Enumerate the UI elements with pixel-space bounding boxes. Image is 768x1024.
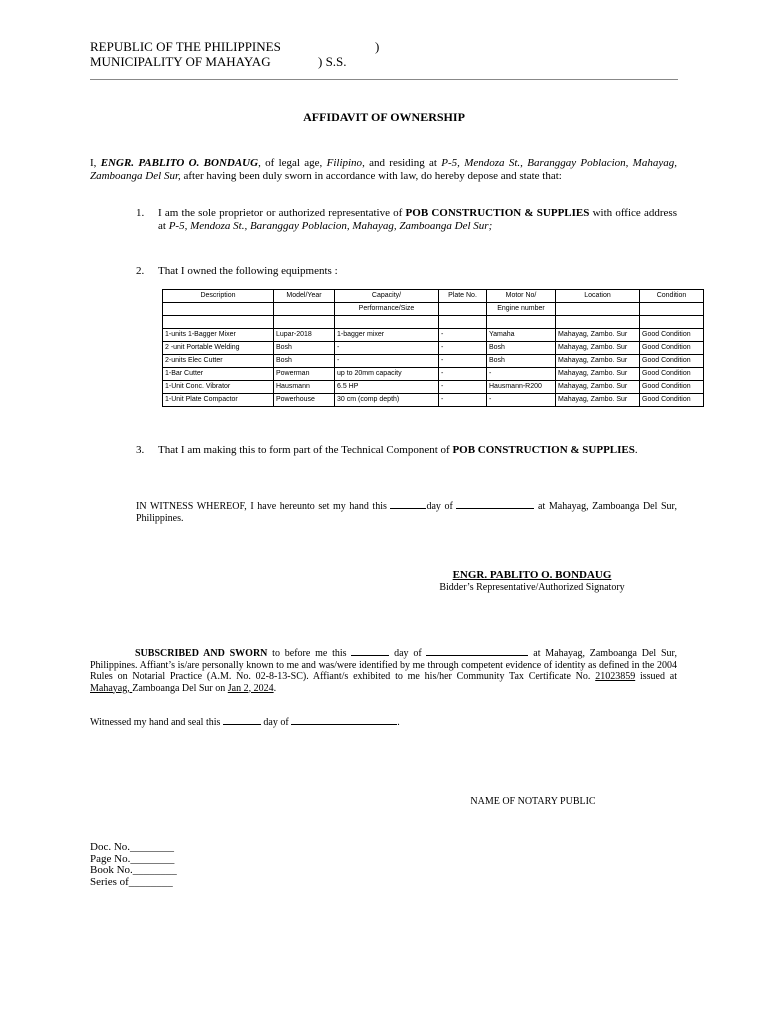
sworn-paragraph [90, 648, 677, 694]
table-cell: 30 cm (comp depth) [335, 394, 439, 407]
table-cell: Mahayag, Zambo. Sur [556, 342, 640, 355]
intro-text-3: , and residing at [362, 157, 442, 169]
header-line-1 [90, 39, 281, 54]
table-row [163, 342, 704, 355]
table-row [163, 381, 704, 394]
table-header-cell: Performance/Size [335, 303, 439, 316]
table-row [163, 368, 704, 381]
table-header-cell [163, 303, 274, 316]
seal-paragraph [90, 716, 677, 729]
table-cell: 1-Bar Cutter [163, 368, 274, 381]
company-name: POB CONSTRUCTION & SUPPLIES [405, 207, 590, 219]
table-row [163, 329, 704, 342]
signatory-role: Bidder’s Representative/Authorized Signatory [439, 582, 625, 593]
table-cell: 1-Unit Conc. Vibrator [163, 381, 274, 394]
table-cell: - [439, 368, 487, 381]
header-paren: ) [375, 39, 380, 54]
table-row [163, 394, 704, 407]
table-header-cell [439, 303, 487, 316]
item-3-text [158, 444, 677, 457]
item-3-number: 3. [136, 444, 145, 456]
table-cell: Powerman [274, 368, 335, 381]
table-cell: Bosh [487, 355, 556, 368]
intro-text-1: I, [90, 157, 101, 169]
table-cell: Bosh [274, 342, 335, 355]
intro-text-4: after having been duly sworn in accordance with law, do hereby depose and state that: [180, 170, 562, 182]
table-header-cell: Plate No. [439, 290, 487, 303]
table-cell: Mahayag, Zambo. Sur [556, 355, 640, 368]
ctc-place: Mahayag, [90, 682, 133, 694]
sworn-heading: SUBSCRIBED AND SWORN [135, 648, 268, 659]
item-3-part-1: That I am making this to form part of the Technical Component of [158, 444, 453, 456]
series-of: Series of________ [90, 875, 173, 888]
office-address: P-5, Mendoza St., Baranggay Poblacion, Mahayag, Zamboanga Del Sur; [168, 220, 493, 232]
table-header-cell: Description [163, 290, 274, 303]
notary-name: NAME OF NOTARY PUBLIC [470, 796, 596, 807]
witness-text-3: at Mahayag, Zamboanga Del Sur, Philippines. [136, 501, 677, 524]
table-cell: Lupar-2018 [274, 329, 335, 342]
witness-text-2: day of [426, 501, 457, 512]
table-header-cell [640, 303, 704, 316]
page-no: Page No.________ [90, 852, 175, 865]
sworn-text-1: to before me this [267, 648, 352, 659]
table-header-cell: Location [556, 290, 640, 303]
table-header-row [163, 290, 704, 303]
table-header-cell: Model/Year [274, 290, 335, 303]
table-cell: 6.5 HP [335, 381, 439, 394]
table-header-cell: Engine number [487, 303, 556, 316]
day-blank [390, 508, 426, 509]
affiant-address: P-5, Mendoza St., Baranggay Poblacion, Mahayag, Zamboanga Del Sur, [90, 157, 677, 182]
item-1-part-1: I am the sole proprietor or authorized representative of [158, 207, 406, 219]
table-cell: Powerhouse [274, 394, 335, 407]
nationality: Filipino [326, 157, 363, 169]
witness-text-1: IN WITNESS WHEREOF, I have hereunto set my hand this [136, 501, 391, 512]
seal-month-blank [291, 724, 397, 725]
sworn-text-2: day of [389, 648, 427, 659]
witness-paragraph [136, 501, 677, 525]
sworn-text-3: at Mahayag, Zamboanga Del Sur, Philippines. Affiant’s is/are personally known to me and was/were identified by me through competent evidence of identity as defined in the 2004 Rules on Notarial Practice (A.M. No. 02-8-13-SC). Affiant/s exhibited to me his/her Community Tax Certificate No. [90, 648, 677, 682]
table-cell: 2-units Elec Cutter [163, 355, 274, 368]
table-header-cell: Capacity/ [335, 290, 439, 303]
table-cell: Hausmann [274, 381, 335, 394]
table-cell: 1-bagger mixer [335, 329, 439, 342]
table-cell: Hausmann-R200 [487, 381, 556, 394]
table-header-cell [274, 303, 335, 316]
table-cell: - [439, 355, 487, 368]
table-cell: Bosh [487, 342, 556, 355]
item-2-number: 2. [136, 265, 145, 277]
ctc-date: Jan 2, 2024 [227, 682, 274, 694]
header-republic: REPUBLIC OF THE PHILIPPINES [90, 39, 281, 54]
seal-text-2: day of [260, 717, 292, 728]
sworn-text-5: Zamboanga Del Sur on [132, 682, 228, 694]
table-cell: 1-Unit Plate Compactor [163, 394, 274, 407]
table-cell: Yamaha [487, 329, 556, 342]
header-divider [90, 79, 678, 80]
header-ss: ) S.S. [318, 54, 347, 69]
table-cell: 2 -unit Portable Welding [163, 342, 274, 355]
sworn-month-blank [426, 655, 528, 656]
table-cell: - [439, 394, 487, 407]
table-cell: - [335, 355, 439, 368]
item-2-text: That I owned the following equipments : [158, 265, 338, 277]
book-no: Book No.________ [90, 864, 177, 876]
table-spacer-row [163, 316, 704, 329]
table-cell: Bosh [274, 355, 335, 368]
table-cell: Good Condition [640, 355, 704, 368]
table-row [163, 355, 704, 368]
table-cell: - [487, 368, 556, 381]
table-cell: Good Condition [640, 394, 704, 407]
sworn-text-6: . [273, 682, 277, 694]
table-cell: - [439, 342, 487, 355]
doc-no: Doc. No.________ [90, 841, 175, 853]
table-cell: - [335, 342, 439, 355]
sworn-day-blank [351, 655, 389, 656]
table-cell: Mahayag, Zambo. Sur [556, 394, 640, 407]
table-header-cell [556, 303, 640, 316]
header-line-2 [90, 54, 271, 69]
item-1-text [158, 207, 677, 233]
table-cell: Good Condition [640, 329, 704, 342]
table-cell: Mahayag, Zambo. Sur [556, 368, 640, 381]
sworn-text-4: issued at [635, 671, 677, 682]
seal-day-blank [223, 724, 261, 725]
table-cell: - [439, 381, 487, 394]
intro-text-2: , of legal age, [258, 157, 327, 169]
table-cell: Good Condition [640, 368, 704, 381]
month-blank [456, 508, 534, 509]
table-header-row-2 [163, 303, 704, 316]
intro-paragraph [90, 157, 677, 183]
seal-text-3: . [397, 717, 400, 728]
table-cell: - [439, 329, 487, 342]
equipment-table [162, 289, 704, 407]
header-municipality: MUNICIPALITY OF MAHAYAG [90, 54, 271, 69]
ctc-number: 21023859 [595, 671, 636, 682]
table-cell: up to 20mm capacity [335, 368, 439, 381]
item-1-part-2: with office address at [158, 207, 677, 232]
table-cell: Good Condition [640, 342, 704, 355]
item-3-part-2: . [634, 444, 638, 456]
signatory-name: ENGR. PABLITO O. BONDAUG [452, 569, 612, 581]
table-header-cell: Motor No/ [487, 290, 556, 303]
table-header-cell: Condition [640, 290, 704, 303]
table-cell: Good Condition [640, 381, 704, 394]
item-1-number: 1. [136, 207, 145, 219]
company-name: POB CONSTRUCTION & SUPPLIES [452, 444, 635, 456]
table-cell: - [487, 394, 556, 407]
table-cell: Mahayag, Zambo. Sur [556, 329, 640, 342]
table-cell: Mahayag, Zambo. Sur [556, 381, 640, 394]
seal-text-1: Witnessed my hand and seal this [90, 717, 223, 728]
document-title: AFFIDAVIT OF OWNERSHIP [303, 110, 465, 124]
affiant-name: ENGR. PABLITO O. BONDAUG [100, 157, 259, 169]
table-cell: 1-units 1-Bagger Mixer [163, 329, 274, 342]
